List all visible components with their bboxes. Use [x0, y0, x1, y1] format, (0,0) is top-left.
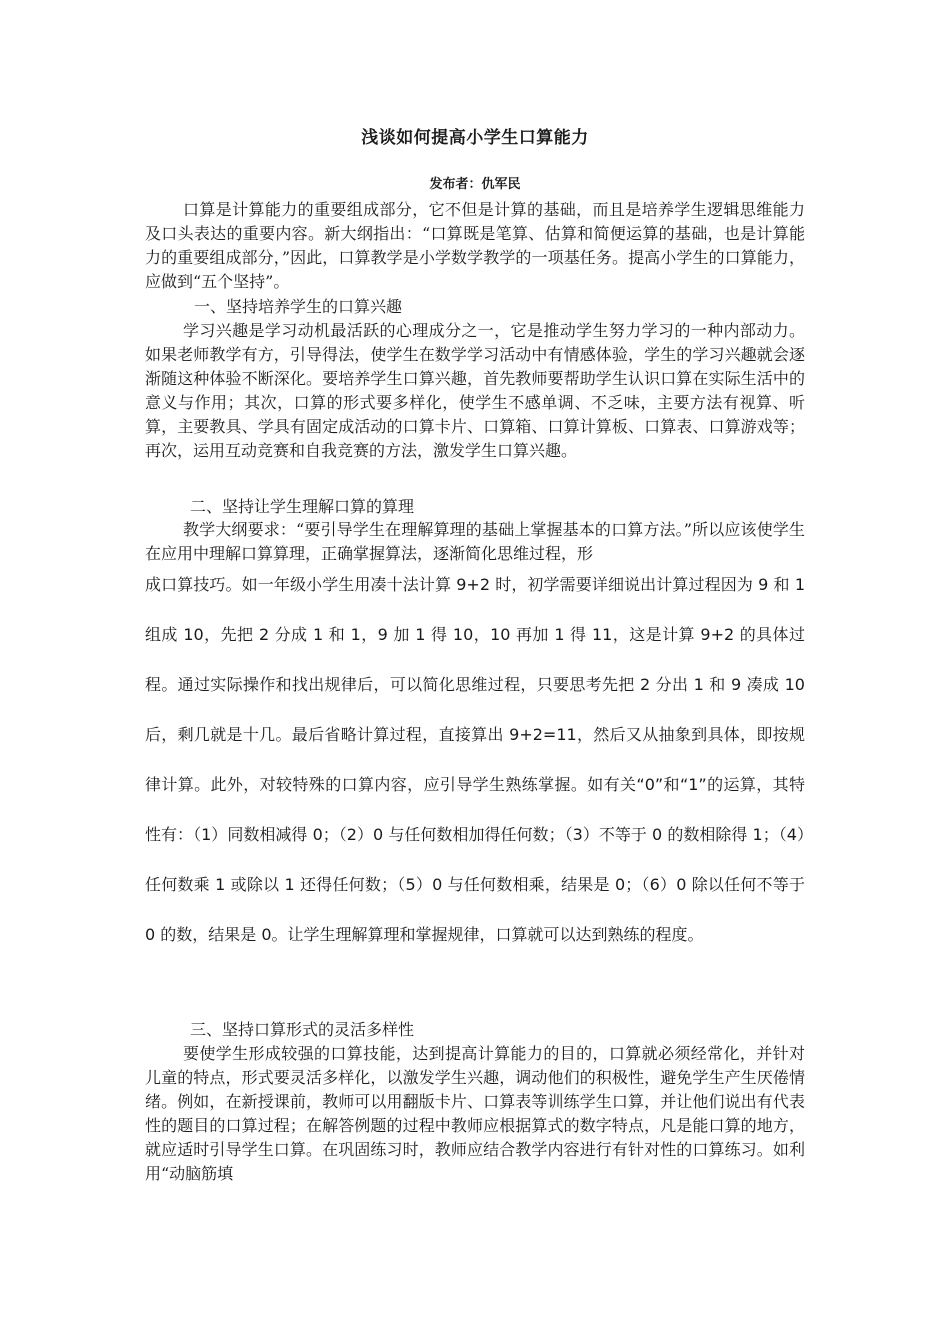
section-heading-1: 一、坚持培养学生的口算兴趣 — [194, 297, 403, 316]
section-heading-2: 二、坚持让学生理解口算的算理 — [190, 497, 415, 516]
document-title: 浅谈如何提高小学生口算能力 — [361, 128, 589, 148]
section-1-paragraph: 学习兴趣是学习动机最活跃的心理成分之一，它是推动学生努力学习的一种内部动力。如果老师教学有方，引导得法，使学生在数学学习活动中有情感体验，学生的学习兴趣就会逐渐随这种体验不断深化。要培养学生口算兴趣，首先教师要帮助学生认识口算在实际生活中的意义与作用；其次，口算的形式要多样化，使学生不感单调、不乏味，主要方法有视算、听算，主要教具、学具有固定成活动的口算卡片、口算箱、口算计算板、口算表、口算游戏等；再次，运用互动竞赛和自我竞赛的方法，激发学生口算兴趣。 — [145, 321, 805, 460]
section-2-paragraph-continued: 成口算技巧。如一年级小学生用凑十法计算 9+2 时，初学需要详细说出计算过程因为 9 和 1 组成 10，先把 2 分成 1 和 1，9 加 1 得 10，10 再加 1 得 11，这是计算 9+2 的具体过程。通过实际操作和找出规律后，可以简化思维过程，只要思考先把 2 分出 1 和 9 凑成 10 后，剩几就是十几。最后省略计算过程，直接算出 9+2=11，然后又从抽象到具体，即按规律计算。此外，对较特殊的口算内容，应引导学生熟练掌握。如有关“0”和“1”的运算，其特性有：（1）同数相减得 0；（2）0 与任何数相加得任何数；（3）不等于 0 的数相除得 1；（4）任何数乘 1 或除以 1 还得任何数；（5）0 与任何数相乘，结果是 0；（6）0 除以任何不等于 0 的数，结果是 0。让学生理解算理和掌握规律，口算就可以达到熟练的程度。 — [145, 575, 805, 944]
intro-paragraph: 口算是计算能力的重要组成部分，它不但是计算的基础，而且是培养学生逻辑思维能力及口头表达的重要内容。新大纲指出：“口算既是笔算、估算和简便运算的基础，也是计算能力的重要组成部分，”因此，口算教学是小学数学教学的一项基任务。提高小学生的口算能力，应做到“五个坚持”。 — [145, 200, 805, 291]
section-3-paragraph: 要使学生形成较强的口算技能，达到提高计算能力的目的，口算就必须经常化，并针对儿童的特点，形式要灵活多样化，以激发学生兴趣，调动他们的积极性，避免学生产生厌倦情绪。例如，在新授课前，教师可以用翻版卡片、口算表等训练学生口算，并让他们说出有代表性的题目的口算过程；在解答例题的过程中教师应根据算式的数字特点，凡是能口算的地方，就应适时引导学生口算。在巩固练习时，教师应结合教学内容进行有针对性的口算练习。如利用“动脑筋填 — [145, 1044, 805, 1183]
section-2-paragraph-start: 教学大纲要求：“要引导学生在理解算理的基础上掌握基本的口算方法。”所以应该使学生在应用中理解口算算理，正确掌握算法，逐渐简化思维过程，形 — [145, 520, 805, 563]
author-line: 发布者：仇军民 — [429, 177, 521, 192]
section-heading-3: 三、坚持口算形式的灵活多样性 — [190, 1020, 415, 1039]
